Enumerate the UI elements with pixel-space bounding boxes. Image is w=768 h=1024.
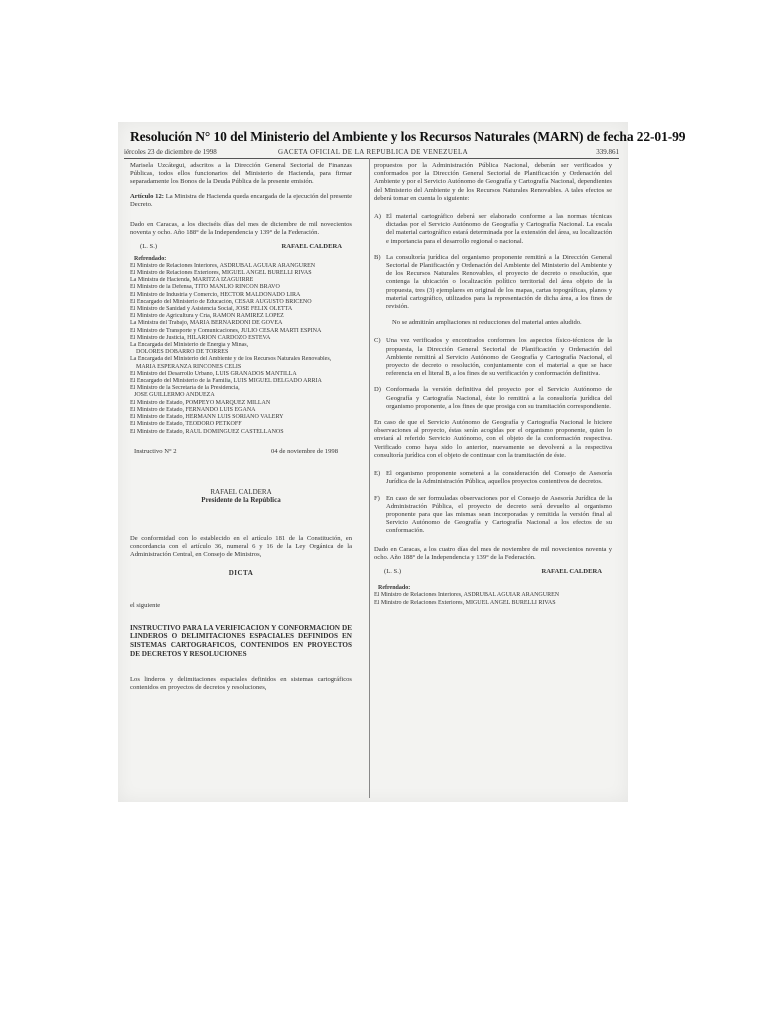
item-e <box>374 470 612 486</box>
item-text: La consultoría jurídica del organismo proponente remitirá a la Dirección General Sectorial de Planificación y Ordenación del Ambiente del Ministerio del Ambiente y de los Recursos Naturales Renovables, el proyecto de decreto o resolución, que contenga la ubicación o localización político territorial del área objeto de la propuesta, tres (3) ejemplares en original de los mapas, cartas topográficas, planos y material cartográfico, utilizados para la representación de dicha área, a los fines de revisión. <box>386 253 612 311</box>
minister-line: El Ministro de Agricultura y Cría, RAMON RAMIREZ LOPEZ <box>130 313 284 320</box>
minister-line: La Encargada del Ministerio del Ambiente y de los Recursos Naturales Renovables, <box>130 356 332 363</box>
minister-line: El Ministro de Relaciones Interiores, ASDRUBAL AGUIAR ARANGUREN <box>374 592 560 599</box>
item-text: En caso de ser formuladas observaciones por el Consejo de Asesoría Jurídica de la Administración Pública, el proyecto de decreto será devuelto al organismo proponente para que las mismas sean incorporadas y remitida la versión final al Servicio Autónomo de Geografía y Cartografía Nacional a los efectos de su conformación. <box>386 494 612 535</box>
minister-line: DOLORES DOBARRO DE TORRES <box>136 349 229 356</box>
en-caso-paragraph: En caso de que el Servicio Autónomo de Geografía y Cartografía Nacional le hiciere observaciones al proyecto, éstas serán acogidas por el organismo proponente, quien lo enviará al referido Servicio Autónomo, con el objeto de la conformación respectiva. Verificado como haya sido lo anterior, nuevamente se devolverá a la respectiva consultoría jurídica con el objeto de continuar con la tramitación de éste. <box>374 419 612 459</box>
signer-name: RAFAEL CALDERA <box>281 243 342 251</box>
conformidad-paragraph: De conformidad con lo establecido en el artículo 181 de la Constitución, en concordancia con el artículo 36, numeral 6 y 16 de la Ley Orgánica de la Administración Central, en Consejo de Ministros, <box>130 534 352 559</box>
intro-paragraph: propuestos por la Administración Pública Nacional, deberán ser verificados y conformados por la Dirección General Sectorial de Planificación y Ordenación del Ambiente y por el Servicio Autónomo de Geografía y Cartografía Nacional, dependientes del Ministerio del Ambiente y de los Recursos Naturales Renovables. A tales efectos se deberá tomar en cuenta lo siguiente: <box>374 162 612 202</box>
item-text: El material cartográfico deberá ser elaborado conforme a las normas técnicas dictadas por el Servicio Autónomo de Geografía y Cartografía Nacional. La escala del material cartográfico estará determinada por la extensión del área, su localización e importancia para el desarrollo regional o nacional. <box>386 213 612 245</box>
item-text: Una vez verificados y encontrados conformes los aspectos físico-técnicos de la propuesta, la Dirección General Sectorial de Planificación y Ordenación del Ambiente remitirá al Servicio Autónomo de Geografía y Cartografía Nacional, el proyecto de decreto o resolución, conjuntamente con el material a que se hace referencia en el literal B, a los fines de su verificación y conformación definitiva. <box>386 337 612 378</box>
seal-mark: (L. S.) <box>140 243 158 251</box>
instructivo-number: Instructivo N° 2 <box>134 447 177 455</box>
minister-line: JOSE GUILLERMO ANDUEZA <box>134 392 215 399</box>
minister-line: El Ministro de la Secretaría de la Presidencia, <box>130 385 240 392</box>
siguiente-text: el siguiente <box>130 601 161 609</box>
signature-block-left <box>130 243 352 251</box>
minister-line: El Ministro de Relaciones Interiores, ASDRUBAL AGUIAR ARANGUREN <box>130 262 316 269</box>
header-gazette-name: GACETA OFICIAL DE LA REPUBLICA DE VENEZUELA <box>278 148 469 156</box>
article-12 <box>130 193 352 209</box>
item-b <box>374 254 612 311</box>
minister-line: El Ministro de Estado, FERNANDO LUIS EGAÑA <box>130 406 256 413</box>
refrendado-list <box>130 263 352 436</box>
minister-line: El Ministro del Desarrollo Urbano, LUIS GRANADOS MANTILLA <box>130 370 297 377</box>
dicta-heading: DICTA <box>228 569 254 578</box>
minister-line: El Ministro de Estado, POMPEYO MARQUEZ MILLAN <box>130 399 271 406</box>
article-label: Artículo 12: <box>130 192 164 200</box>
dado-right: Dado en Caracas, a los cuatro días del mes de noviembre de mil novecientos noventa y ocho. Año 188° de la Independencia y 139° de la Federación. <box>374 545 612 561</box>
president-title: Presidente de la República <box>201 496 281 505</box>
item-label: B) <box>374 253 381 261</box>
item-a <box>374 213 612 246</box>
dado-left: Dado en Caracas, a los dieciséis días del mes de diciembre de mil novecientos noventa y ocho. Año 188° de la Independencia y 139° de la Federación. <box>130 221 352 237</box>
minister-line: El Ministro de Justicia, HILARION CARDOZO ESTEVA <box>130 334 271 341</box>
no-se-paragraph: No se admitirán ampliaciones ni reducciones del material antes aludido. <box>392 319 582 327</box>
president-name: RAFAEL CALDERA <box>210 487 272 496</box>
minister-line: La Ministra del Trabajo, MARIA BERNARDONI DE GOVEA <box>130 320 283 327</box>
minister-line: La Ministra de Hacienda, MARITZA IZAGUIRRE <box>130 277 254 284</box>
minister-line: El Ministro de Estado, RAUL DOMINGUEZ CASTELLANOS <box>130 428 284 435</box>
item-d <box>374 386 612 411</box>
minister-line: El Ministro de Relaciones Exteriores, MIGUEL ANGEL BURELLI RIVAS <box>374 599 556 606</box>
minister-line: El Ministro de Sanidad y Asistencia Social, JOSE FELIX OLETTA <box>130 306 293 313</box>
seal-mark: (L. S.) <box>384 567 402 575</box>
right-column <box>374 162 612 607</box>
article-text: La Ministra de Hacienda queda encargada de la ejecución del presente Decreto. <box>130 192 352 208</box>
item-label: F) <box>374 494 380 502</box>
item-f <box>374 495 612 536</box>
minister-line: El Ministro de Estado, HERMANN LUIS SORIANO VALERY <box>130 414 284 421</box>
signature-block-right <box>374 568 612 576</box>
minister-line: El Ministro de Industria y Comercio, HECTOR MALDONADO LIRA <box>130 291 301 298</box>
column-divider <box>369 158 370 798</box>
refrendado-label: Refrendado: <box>134 255 167 262</box>
minister-line: El Ministro de Transporte y Comunicaciones, JULIO CESAR MARTI ESPINA <box>130 327 322 334</box>
linderos-paragraph: Los linderos y delimitaciones espaciales definidos en sistemas cartográficos contenidos en proyectos de decretos y resoluciones, <box>130 676 352 692</box>
header-date: iércoles 23 de diciembre de 1998 <box>124 148 217 156</box>
item-label: A) <box>374 213 381 221</box>
item-label: C) <box>374 337 381 345</box>
left-column <box>130 162 352 699</box>
header-page-number: 339.861 <box>596 148 619 156</box>
document-title: Resolución N° 10 del Ministerio del Ambiente y los Recursos Naturales (MARN) de fecha 22-01-99 <box>130 129 686 144</box>
item-text: Conformada la versión definitiva del proyecto por el Servicio Autónomo de Geografía y Cartografía Nacional, éste lo remitirá a la consultoría jurídica del organismo proponente, a los fines de que prosiga con su tramitación correspondiente. <box>386 386 612 410</box>
instructivo-heading: INSTRUCTIVO PARA LA VERIFICACION Y CONFORMACION DE LINDEROS O DELIMITACIONES ESPACIALES DEFINIDOS EN SISTEMAS CARTOGRAFICOS, CONTENIDOS EN PROYECTOS DE DECRETOS Y RESOLUCIONES <box>130 623 352 658</box>
minister-line: El Ministro de Relaciones Exteriores, MIGUEL ANGEL BURELLI RIVAS <box>130 270 312 277</box>
item-label: E) <box>374 470 381 478</box>
refrendado-label: Refrendado: <box>378 585 411 592</box>
paragraph-marisela: Marisela Uzcátegui, adscritos a la Dirección General Sectorial de Finanzas Públicas, todos ellos funcionarios del Ministerio de Hacienda, para firmar separadamente los Bonos de la Deuda Pública de la presente emisión. <box>130 162 352 186</box>
minister-line: La Encargada del Ministerio de Energía y Minas, <box>130 342 249 349</box>
item-text: El organismo proponente someterá a la consideración del Consejo de Asesoría Jurídica de la Administración Pública, aquellos proyectos contentivos de decretos. <box>386 470 612 486</box>
instructivo-date: 04 de noviembre de 1998 <box>270 447 338 455</box>
minister-line: El Encargado del Ministerio de Educación, CESAR AUGUSTO BRICEÑO <box>130 298 312 305</box>
president-block <box>130 488 352 505</box>
gazette-header <box>124 147 619 159</box>
instructivo-row <box>130 448 352 458</box>
refrendado-list-right <box>374 592 612 606</box>
minister-line: MARIA ESPERANZA RINCONES CELIS <box>136 363 242 370</box>
minister-line: El Ministro de Estado, TEODORO PETKOFF <box>130 421 242 428</box>
minister-line: El Encargado del Ministerio de la Familia, LUIS MIGUEL DELGADO ARRIA <box>130 378 322 385</box>
item-c <box>374 337 612 378</box>
signer-name: RAFAEL CALDERA <box>541 567 602 575</box>
minister-line: El Ministro de la Defensa, TITO MANLIO RINCON BRAVO <box>130 284 280 291</box>
item-label: D) <box>374 386 381 394</box>
